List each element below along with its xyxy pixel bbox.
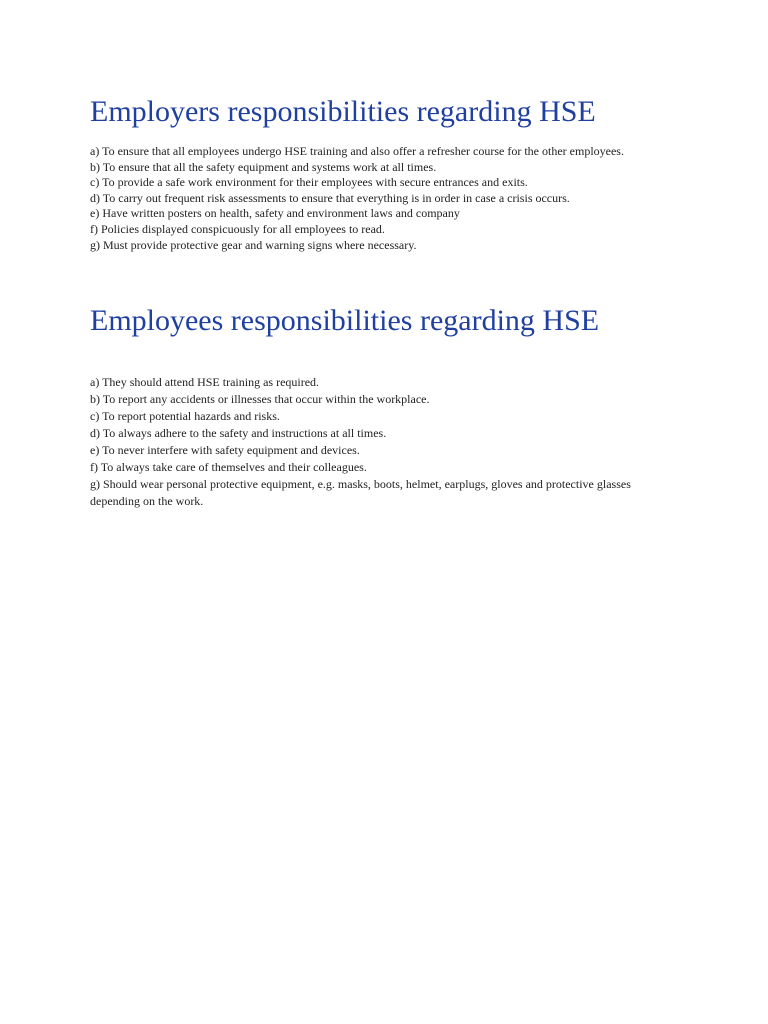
- employees-section: [90, 303, 660, 510]
- list-item: b) To ensure that all the safety equipment and systems work at all times.: [90, 159, 437, 174]
- list-item: d) To always adhere to the safety and instructions at all times.: [90, 426, 387, 440]
- list-item: c) To provide a safe work environment for their employees with secure entrances and exits.: [90, 175, 528, 190]
- list-item: e) Have written posters on health, safety and environment laws and company: [90, 206, 460, 221]
- list-item: b) To report any accidents or illnesses that occur within the workplace.: [90, 392, 430, 406]
- employers-heading: Employers responsibilities regarding HSE: [90, 95, 596, 128]
- employers-responsibilities-list: [90, 144, 660, 253]
- list-item: a) They should attend HSE training as required.: [90, 375, 320, 389]
- employees-responsibilities-list: [90, 374, 660, 510]
- list-item: g) Should wear personal protective equipment, e.g. masks, boots, helmet, earplugs, gloves and protective glasses depending on the work.: [90, 477, 631, 508]
- list-item: f) To always take care of themselves and their colleagues.: [90, 460, 367, 474]
- list-item: d) To carry out frequent risk assessments to ensure that everything is in order in case a crisis occurs.: [90, 190, 570, 205]
- employers-section: [90, 94, 660, 253]
- list-item: a) To ensure that all employees undergo HSE training and also offer a refresher course for the other employees.: [90, 144, 624, 158]
- list-item: g) Must provide protective gear and warning signs where necessary.: [90, 237, 417, 252]
- list-item: c) To report potential hazards and risks.: [90, 409, 280, 423]
- employees-heading: Employees responsibilities regarding HSE: [90, 304, 600, 337]
- list-item: e) To never interfere with safety equipment and devices.: [90, 443, 360, 457]
- list-item: f) Policies displayed conspicuously for all employees to read.: [90, 221, 385, 236]
